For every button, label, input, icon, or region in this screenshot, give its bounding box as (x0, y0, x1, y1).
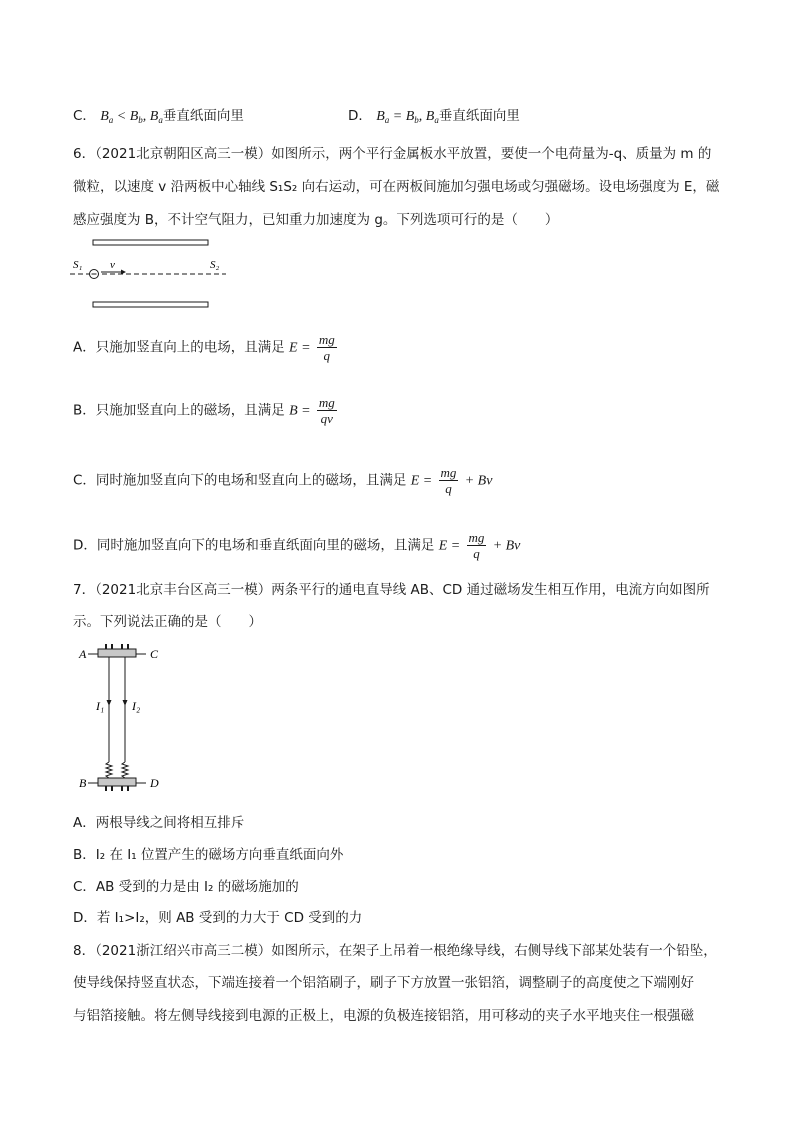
q5-option-d[interactable]: D． $B_a = B_b$, $B_a$垂直纸面向里 (348, 108, 520, 125)
q6-option-d[interactable]: D．同时施加竖直向下的电场和垂直纸面向里的磁场，且满足 E = $\frac{mg}{q}$ + Bv (73, 530, 521, 561)
q6-option-b[interactable]: B．只施加竖直向上的磁场，且满足 B = $\frac{mg}{qv}$ (73, 395, 335, 426)
q7-option-b[interactable]: B．I₂ 在 I₁ 位置产生的磁场方向垂直纸面向外 (73, 847, 344, 863)
q7-option-c[interactable]: C．AB 受到的力是由 I₂ 的磁场施加的 (73, 879, 299, 895)
upper-plate (93, 240, 208, 245)
q8-stem-line-3: 与铝箔接触。将左侧导线接到电源的正极上，电源的负极连接铝箔，用可移动的夹子水平地夹住一根强磁 (73, 1008, 694, 1024)
q7-stem-line-2: 示。下列说法正确的是（ ） (73, 614, 262, 630)
label-i2: I₂ (132, 699, 141, 713)
q7-parallel-wires-figure (76, 640, 171, 800)
q6-parallel-plates-figure (68, 234, 228, 314)
spring-right-icon (122, 762, 128, 778)
lower-plate (93, 302, 208, 307)
v-label: v (110, 259, 115, 271)
label-c: C (150, 647, 159, 661)
q8-stem-line-2: 使导线保持竖直状态，下端连接着一个铝箔刷子，刷子下方放置一张铝箔，调整刷子的高度使之下端刚好 (73, 975, 694, 991)
label-d: D (150, 776, 159, 790)
q6-option-a[interactable]: A．只施加竖直向上的电场，且满足 E = $\frac{mg}{q}$ (73, 332, 335, 363)
spring-left-icon (106, 762, 112, 778)
q6-stem-line-1: 6．（2021北京朝阳区高三一模）如图所示，两个平行金属板水平放置，要使一个电荷量为-q、质量为 m 的 (73, 146, 712, 162)
q6-stem-line-3: 感应强度为 B，不计空气阻力，已知重力加速度为 g。下列选项可行的是（ ） (73, 212, 559, 228)
label-i1: I₁ (96, 699, 105, 713)
q7-option-a[interactable]: A．两根导线之间将相互排斥 (73, 815, 245, 831)
q6-option-c[interactable]: C．同时施加竖直向下的电场和竖直向上的磁场，且满足 E = $\frac{mg}{q}$ + Bv (73, 465, 493, 496)
q7-option-d[interactable]: D．若 I₁>I₂，则 AB 受到的力大于 CD 受到的力 (73, 910, 363, 926)
s2-label: S₂ (210, 259, 220, 271)
q7-stem-line-1: 7．（2021北京丰台区高三一模）两条平行的通电直导线 AB、CD 通过磁场发生相互作用，电流方向如图所 (73, 582, 710, 598)
label-b: B (79, 776, 87, 790)
s1-label: S₁ (73, 259, 83, 271)
label-a: A (79, 647, 87, 661)
q8-stem-line-1: 8．（2021浙江绍兴市高三二模）如图所示，在架子上吊着一根绝缘导线，右侧导线下部某处装有一个铅坠， (73, 943, 717, 959)
q5-option-c[interactable]: C． $B_a < B_b$, $B_a$垂直纸面向里 (73, 108, 244, 125)
q6-stem-line-2: 微粒，以速度 v 沿两板中心轴线 S₁S₂ 向右运动，可在两板间施加匀强电场或匀强磁场。设电场强度为 E，磁 (73, 179, 720, 195)
